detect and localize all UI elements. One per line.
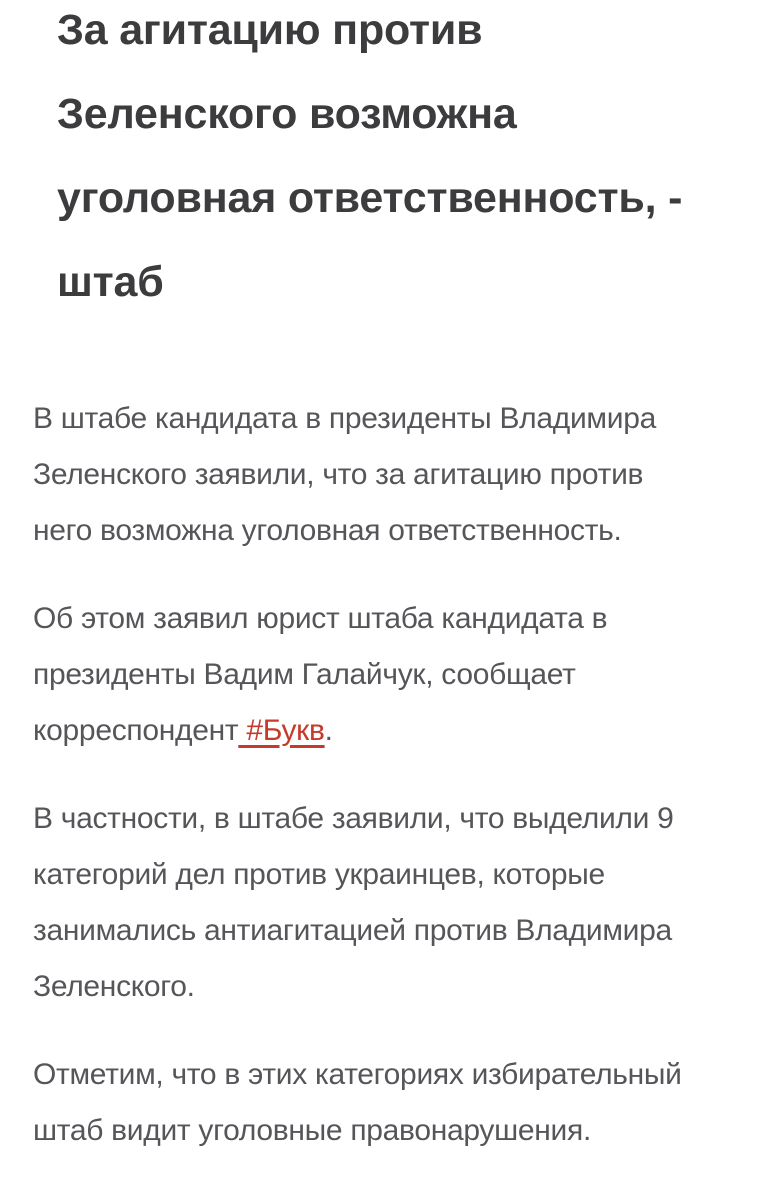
article-paragraph-source [33, 591, 755, 759]
paragraph-line: Отметим, что в этих категориях избирательный [33, 1058, 682, 1091]
paragraph-line: Зеленского. [33, 970, 195, 1003]
article-paragraph-lead [33, 391, 755, 559]
title-line: Зеленского возможна [57, 90, 517, 138]
paragraph-line: него возможна уголовная ответственность. [33, 514, 622, 547]
paragraph-line: штаб видит уголовные правонарушения. [33, 1114, 591, 1147]
paragraph-line: президенты Вадим Галайчук, сообщает [33, 658, 576, 691]
sentence-period: . [324, 714, 333, 747]
paragraph-line: Об этом заявил юрист штаба кандидата в [33, 602, 608, 635]
title-line: штаб [57, 258, 164, 306]
article-paragraph-categories [33, 791, 755, 1015]
bukvy-hashtag-link[interactable]: #Букв [238, 714, 325, 747]
paragraph-line: В частности, в штабе заявили, что выделили 9 [33, 802, 674, 835]
paragraph-line: Зеленского заявили, что за агитацию против [33, 458, 644, 491]
title-line: За агитацию против [57, 6, 483, 54]
paragraph-line: категорий дел против украинцев, которые [33, 858, 605, 891]
title-line: уголовная ответственность, - [57, 174, 683, 222]
paragraph-line: занимались антиагитацией против Владимира [33, 914, 672, 947]
paragraph-line: В штабе кандидата в президенты Владимира [33, 402, 656, 435]
paragraph-line [33, 703, 755, 759]
article-paragraph-note [33, 1047, 755, 1159]
link-prefix-text: корреспондент [33, 714, 239, 747]
article-title [57, 0, 753, 324]
